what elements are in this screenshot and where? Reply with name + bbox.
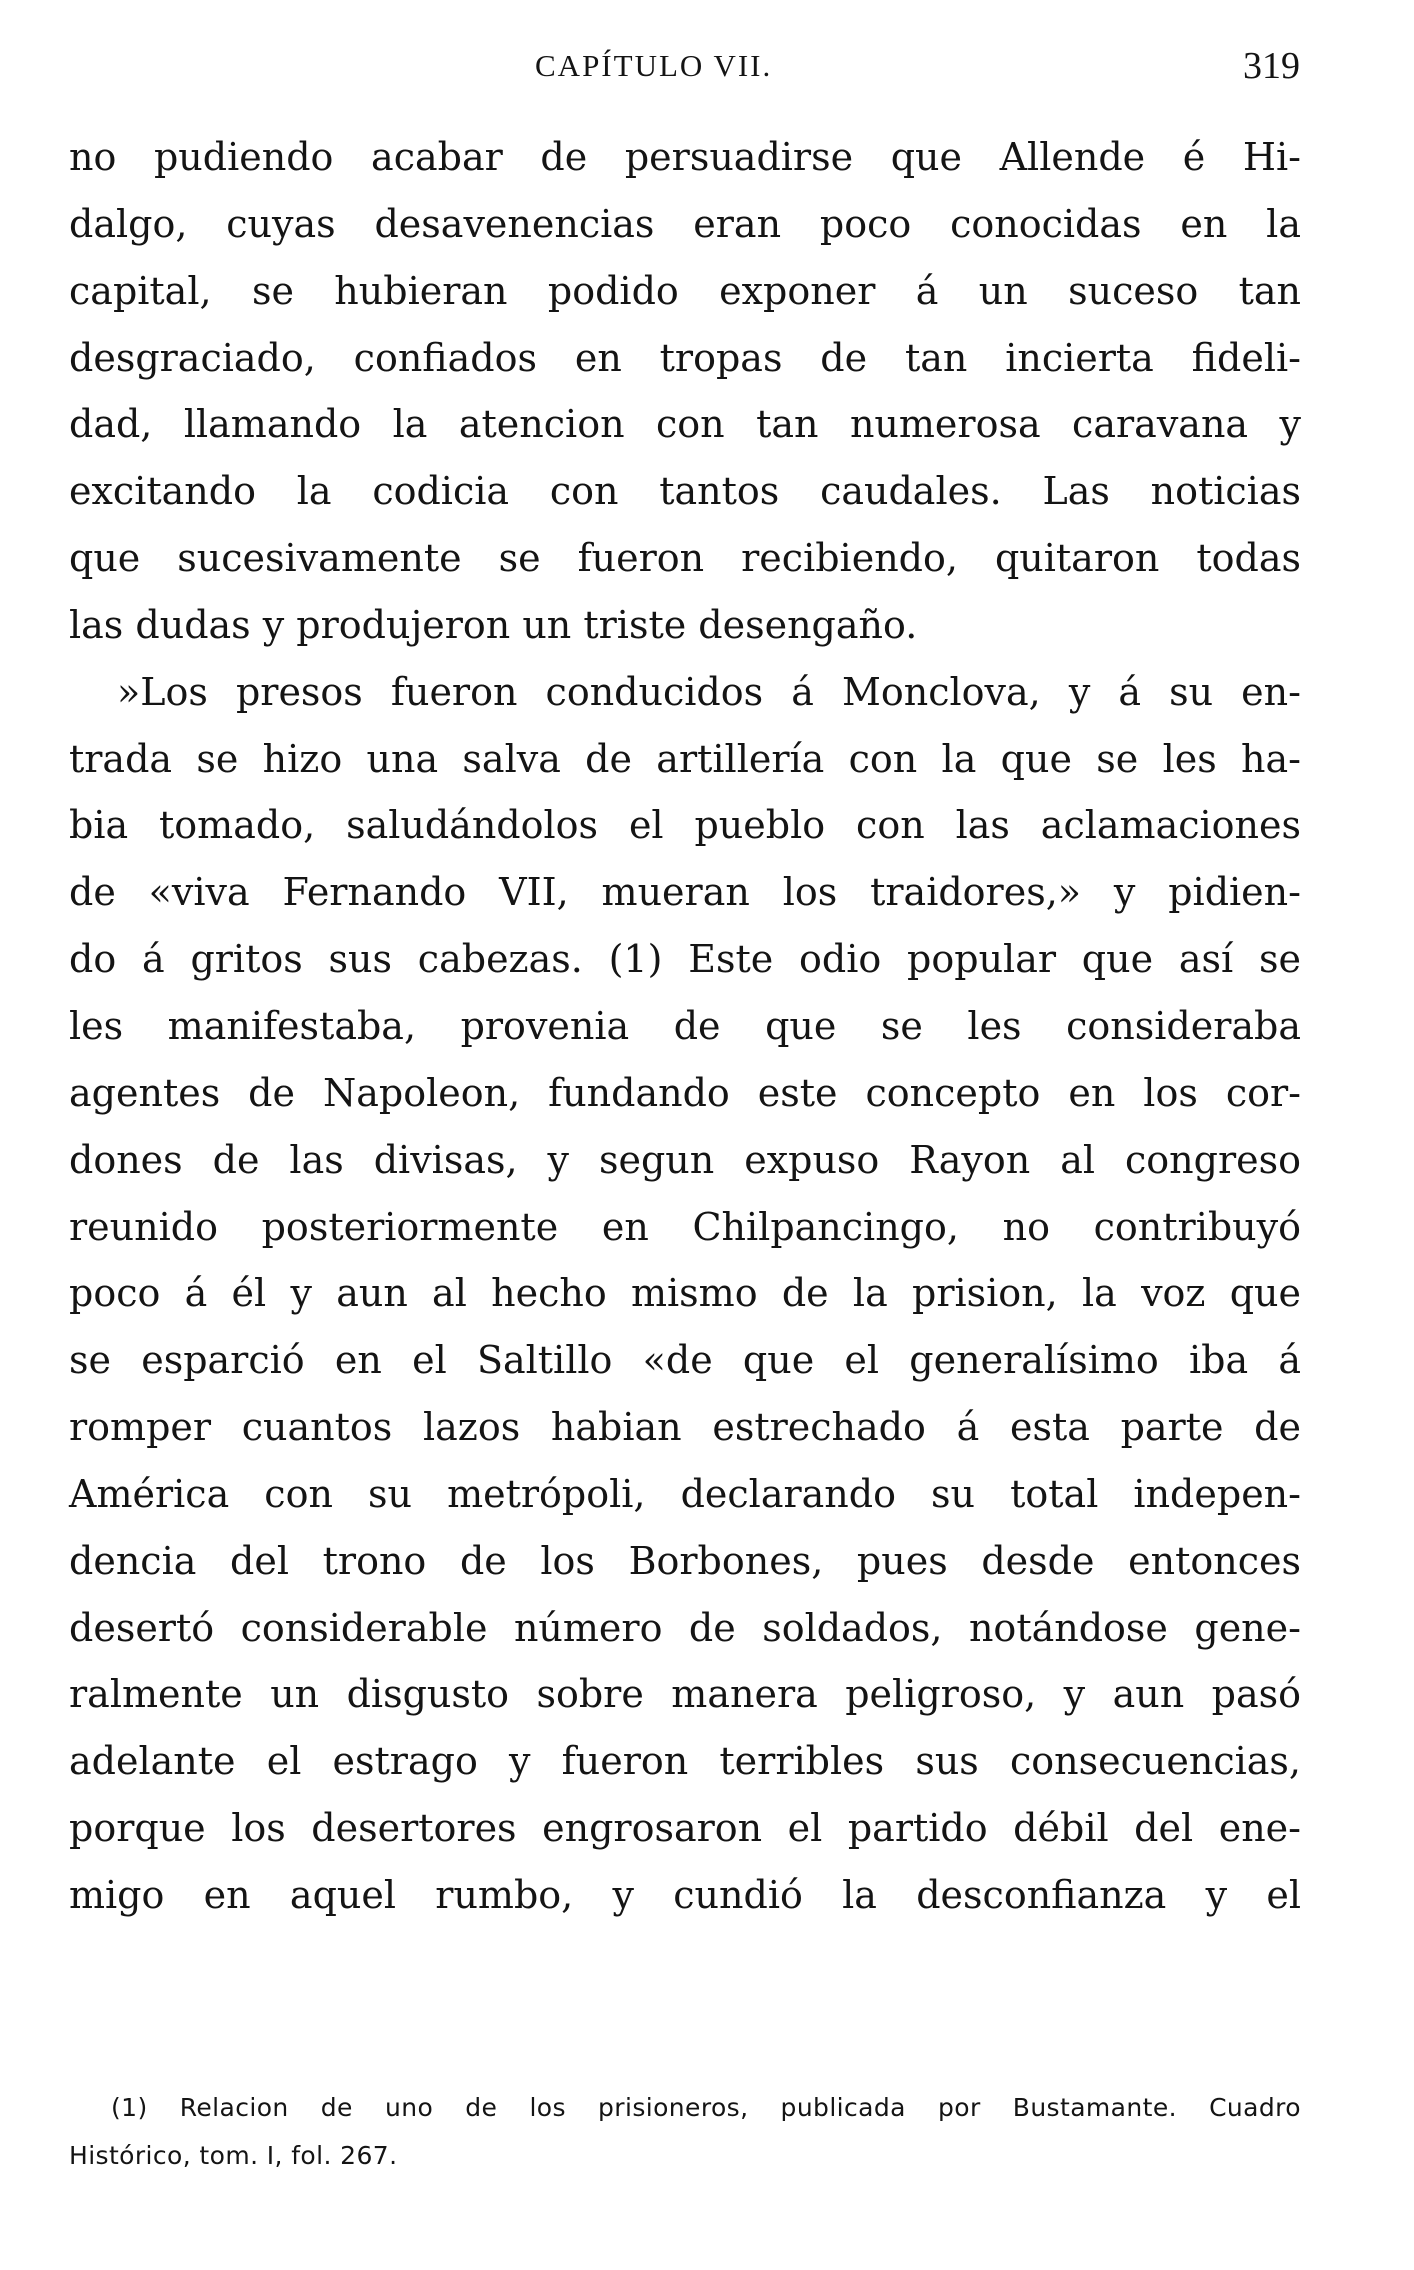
text-line: reunido posteriormente en Chilpancingo, no contribuyó [69, 1204, 1301, 1249]
chapter-title: CAPÍTULO VII. [535, 48, 773, 83]
text-line: América con su metrópoli, declarando su total indepen- [69, 1471, 1301, 1516]
text-line: dalgo, cuyas desavenencias eran poco conocidas en la [69, 201, 1301, 246]
text-line: ralmente un disgusto sobre manera peligroso, y aun pasó [69, 1672, 1301, 1717]
text-line: les manifestaba, provenia de que se les consideraba [69, 1003, 1301, 1048]
text-line: desertó considerable número de soldados, notándose gene- [69, 1605, 1301, 1650]
text-line: porque los desertores engrosaron el partido débil del ene- [69, 1806, 1301, 1851]
text-line: desgraciado, confiados en tropas de tan incierta fideli- [69, 335, 1301, 380]
text-line: dencia del trono de los Borbones, pues desde entonces [69, 1538, 1301, 1583]
text-line: trada se hizo una salva de artillería con la que se les ha- [69, 736, 1301, 781]
text-line: se esparció en el Saltillo «de que el generalísimo iba á [69, 1338, 1301, 1383]
text-line: adelante el estrago y fueron terribles sus consecuencias, [69, 1739, 1301, 1784]
text-line: excitando la codicia con tantos caudales. Las noticias [69, 469, 1301, 514]
footnotes [69, 2084, 1301, 2180]
text-line: capital, se hubieran podido exponer á un suceso tan [69, 268, 1301, 313]
text-line: romper cuantos lazos habian estrechado á esta parte de [69, 1405, 1301, 1450]
text-line: de «viva Fernando VII, mueran los traidores,» y pidien- [69, 870, 1301, 915]
footnote-line: (1) Relacion de uno de los prisioneros, publicada por Bustamante. Cuadro [111, 2093, 1301, 2122]
running-head [70, 44, 1300, 94]
text-line: poco á él y aun al hecho mismo de la prision, la voz que [69, 1271, 1301, 1316]
text-line: que sucesivamente se fueron recibiendo, quitaron todas [69, 536, 1301, 581]
text-line: migo en aquel rumbo, y cundió la desconfianza y el [69, 1872, 1301, 1917]
footnote-line: Histórico, tom. I, fol. 267. [69, 2141, 398, 2170]
body-text [69, 124, 1301, 1929]
text-line: »Los presos fueron conducidos á Monclova, y á su en- [117, 669, 1301, 714]
text-line: dones de las divisas, y segun expuso Rayon al congreso [69, 1137, 1301, 1182]
text-line: do á gritos sus cabezas. (1) Este odio popular que así se [69, 937, 1301, 982]
text-line: las dudas y produjeron un triste desengaño. [69, 602, 918, 647]
page-number: 319 [1243, 45, 1300, 87]
text-line: agentes de Napoleon, fundando este concepto en los cor- [69, 1070, 1301, 1115]
text-line: no pudiendo acabar de persuadirse que Allende é Hi- [69, 135, 1301, 179]
text-line: dad, llamando la atencion con tan numerosa caravana y [69, 402, 1301, 447]
text-line: bia tomado, saludándolos el pueblo con las aclamaciones [69, 803, 1301, 848]
